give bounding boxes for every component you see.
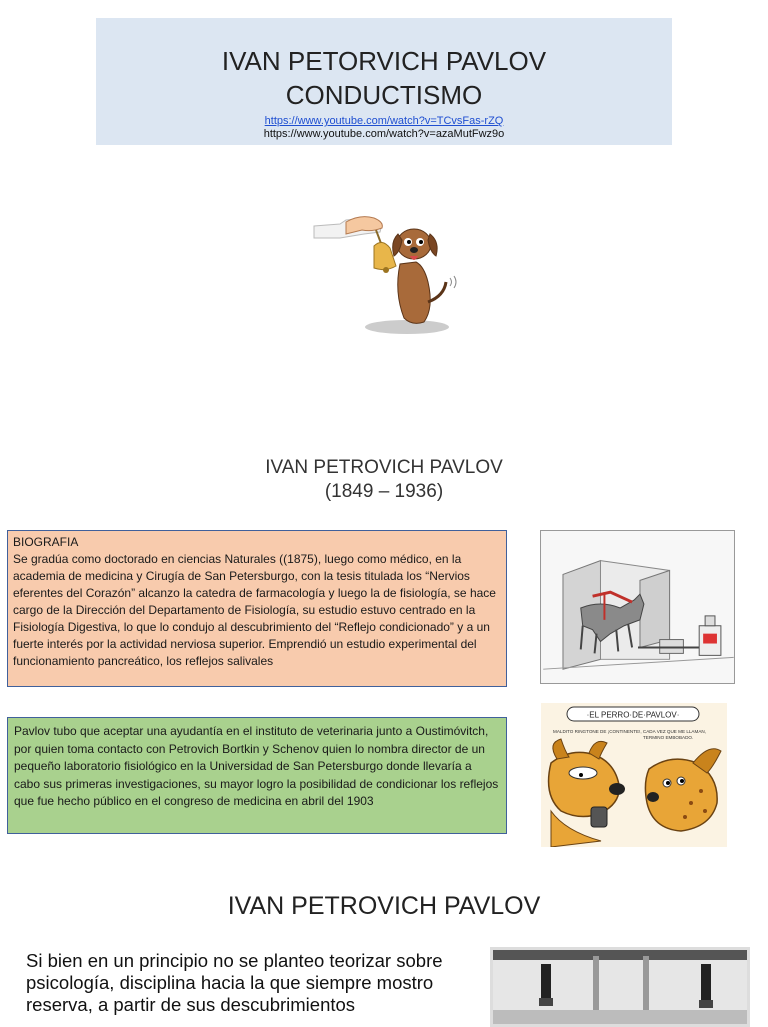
laboratory-photo xyxy=(490,947,750,1027)
cartoon-caption-line1: MALDITO RINGTONE DE ¡CONTINENTE!, CADA VEZ QUE ME LLAMAN, xyxy=(553,729,706,734)
pavlov-years: (1849 – 1936) xyxy=(324,481,444,502)
youtube-link-2[interactable]: https://www.youtube.com/watch?v=azaMutFwz9o xyxy=(263,128,505,140)
section-title-pavlov xyxy=(0,456,768,504)
pavlov-name: IVAN PETROVICH PAVLOV xyxy=(265,457,503,478)
youtube-link-1[interactable]: https://www.youtube.com/watch?v=TCvsFas-rZQ xyxy=(264,115,504,127)
section3-title: IVAN PETROVICH PAVLOV xyxy=(227,892,541,920)
career-text: Pavlov tubo que aceptar una ayudantía en el instituto de veterinaria junto a Oustimóvitch, por quien toma contacto con Petrovich Bortkin y Schenov quien lo nombra director de un pequeño laboratorio fisiológico en la Universidad de San Petersburgo donde llevaría a cabo sus primeras investigaciones, su mayor logro la posibilidad de condicionar los reflejos que fue hecho público en el congreso de medicina en abril del 1903 xyxy=(14,724,499,808)
pavlov-dog-cartoon xyxy=(541,703,727,847)
main-title: IVAN PETORVICH PAVLOV xyxy=(221,46,547,76)
biography-box xyxy=(7,530,507,687)
biography-text: Se gradúa como doctorado en ciencias Naturales ((1875), luego como médico, en la academia de medicina y Cirugía de San Petersburgo, con la tesis titulada los “Nervios eferentes del Corazón” alcanzo la catedra de farmacología y luego la de fisiología, se hace cargo de la Dirección del Departamento de Fisiología, su estudio estuvo centrado en la Fisiología Digestiva, lo que lo condujo al descubrimiento del “Reflejo condicionado” y a un fuerte interés por la actividad nerviosa superior. Emprendió un estudio experimental del funcionamiento pancreático, los reflejos salivales xyxy=(13,552,496,668)
cartoon-banner: ·EL PERRO·DE·PAVLOV· xyxy=(586,710,680,720)
section3-paragraph: Si bien en un principio no se planteo teorizar sobre psicología, disciplina hacia la que siempre mostro reserva, a partir de sus descubrimientos xyxy=(26,950,443,1015)
title-slide-header xyxy=(96,18,672,145)
main-subtitle: CONDUCTISMO xyxy=(285,80,483,110)
experiment-drawing xyxy=(540,530,735,684)
dog-with-bell-illustration xyxy=(312,212,462,337)
biography-heading: BIOGRAFIA xyxy=(13,535,79,549)
cartoon-caption-line2: TERMINO EMBOBADO. xyxy=(643,735,694,740)
career-box xyxy=(7,717,507,834)
